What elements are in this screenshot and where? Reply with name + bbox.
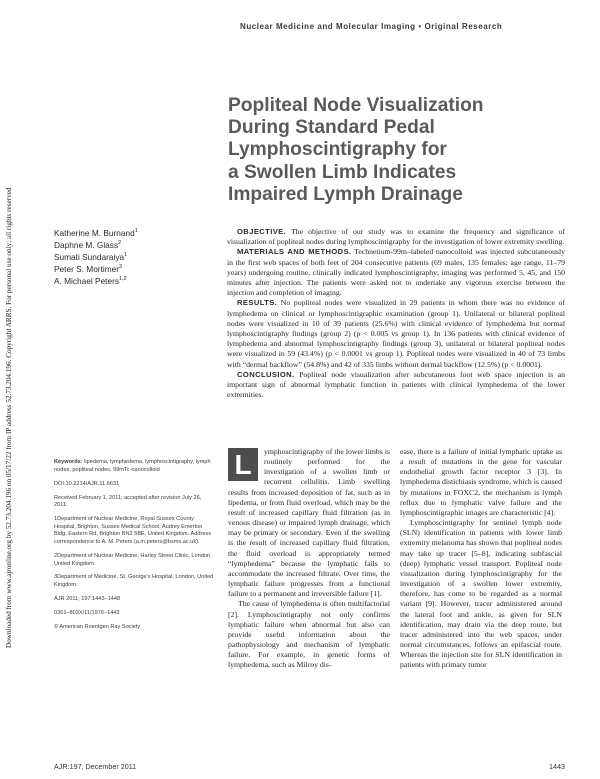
abstract-objective: OBJECTIVE. The objective of our study was to examine the frequency and significance of visualization of popliteal nodes during lymphoscintigraphy for the investigation of lower extremity swelling. (227, 227, 565, 247)
article-notes (54, 459, 216, 638)
title-line: Lymphoscintigraphy for (228, 139, 447, 161)
keywords: Keywords: lipedema, lymphedema, lymphoscintigraphy, lymph nodes, popliteal nodes, 99mTc-nanocolloid (54, 459, 211, 473)
title-line: Impaired Lymph Drainage (228, 183, 463, 205)
affiliation-2: 2Department of Nuclear Medicine, Harley Street Clinic, London, United Kingdom. (54, 552, 212, 567)
author: A. Michael Peters$^{1,2}$ (54, 276, 127, 286)
affiliation-1: 1Department of Nuclear Medicine, Royal Sussex County Hospital, Brighton, Sussex Medical School, Audrey Emerton Bldg, Eastern Rd, Brighton BN2 5BE, United Kingdom. Address correspondence to A. M. Peters (a.m.peters@bsms.ac.uk). (54, 516, 212, 545)
title-line: a Swollen Limb Indicates (228, 161, 457, 183)
affiliation-3: 3Department of Medicine, St. George's Hospital, London, United Kingdom. (54, 574, 214, 589)
drop-cap: L (228, 448, 258, 481)
article-title (228, 95, 528, 206)
body-column-left (228, 447, 390, 670)
abstract (227, 227, 565, 400)
body-column-right (400, 447, 562, 670)
title-line: Popliteal Node Visualization (228, 95, 484, 116)
doi: DOI:10.2214/AJR.11.6631 (54, 480, 120, 487)
page-number: 1443 (549, 762, 565, 771)
author: Sumati Sundaraiya$^1$ (54, 252, 128, 262)
download-notice: Downloaded from www.ajronline.org by 52.73.204.196 on 05/17/22 from IP address 52.73.204.196. Copyright ARRS. For personal use only; all rights reserved (5, 187, 13, 649)
body-paragraph: ease, there is a failure of initial lymphatic uptake as a result of mutations in the gene for vascular endothelial growth factor receptor 3 [3]. In lymphedema distichiasis syndrome, which is caused by mutations in FOXC2, the mechanism is lymph reflux due to lymphatic valve failure and the lymphoscintigraphic images are characteristic [4]. (400, 447, 562, 517)
body-paragraph: The cause of lymphedema is often multifactorial [2]. Lymphoscintigraphy not only confirms lymphatic failure when abnormal but also can provide useful information about the pathophysiology and mechanism of lymphatic failure. For example, in genetic forms of lymphedema, such as Milroy dis- (228, 599, 390, 670)
author: Daphne M. Glass$^2$ (54, 240, 122, 250)
author: Katherine M. Burnand$^1$ (54, 228, 138, 238)
abstract-results: RESULTS. No popliteal nodes were visualized in 29 patients in whom there was no evidence of lymphedema on clinical or lymphoscintigraphic examination (group 1). Unilateral or bilateral popliteal nodes were visualized in 10 of 39 patients (25.6%) with clinical evidence of lymphedema but normal lymphoscintigraphy findings (group 2) (p < 0.005 vs group 1). In 136 patients with clinical evidence of lymphedema and abnormal lymphoscintigraphy findings (group 3), unilateral or bilateral popliteal nodes were visualized in 59 (43.4%) (p < 0.0001 vs group 1). Popliteal nodes were visualized in 40 of 73 limbs with “dermal backflow” (54.8%) and 42 of 335 limbs without dermal backflow (12.5%) (p < 0.0001). (227, 298, 566, 369)
running-head: Nuclear Medicine and Molecular Imaging • Original Research (240, 22, 503, 31)
footer-journal: AJR:197, December 2011 (54, 762, 137, 771)
received-date: Received February 1, 2011; accepted after revision July 26, 2011. (54, 494, 202, 509)
author-list (54, 227, 194, 287)
abstract-conclusion: CONCLUSION. Popliteal node visualization after subcutaneous foot web space injection is an important sign of abnormal lymphatic function in patients with clinical lymphedema of the lower extremities. (227, 369, 565, 400)
author: Peter S. Mortimer$^3$ (54, 264, 123, 274)
abstract-methods: MATERIALS AND METHODS. Technetium-99m–labeled nanocolloid was injected subcutaneously in the first web spaces of both feet of 204 consecutive patients (69 males, 135 females; age range, 11–79 years) undergoing routine, clinically indicated lymphoscintigraphy; imaging was performed 5, 45, and 150 minutes after injection. The patients were asked not to undertake any vigorous exercise between the injection and completion of imaging. (227, 247, 565, 298)
copyright: © American Roentgen Ray Society (54, 624, 141, 631)
citation: AJR 2011; 197:1443–1448 (54, 596, 121, 603)
body-paragraph: Lymphoscintigraphy for sentinel lymph node (SLN) identification in patients with lower limb extremity melanoma has shown that popliteal nodes may take up tracer [5–8], indicating subfascial (deep) lymphatic vessel transport. Popliteal node visualization during lymphoscintigraphy for the investigation of a swollen lower extremity, therefore, has come to be regarded as a normal variant [9]. However, tracer administered around the lateral foot and ankle, as given for SLN identification, may drain via the deep route, but tracer administered into the web spaces, under normal circumstances, follows an epifascial route. Whereas the injection site for SLN identification in patients with primary tumor (400, 518, 562, 670)
title-line: During Standard Pedal (228, 117, 435, 139)
body-paragraph: ymphoscintigraphy of the lower limbs is routinely performed for the investigation of a swollen limb or recurrent cellulitis. Limb swelling results from increased deposition of fat, such as in lipedema, or from fluid overload, which may be the result of increased capillary fluid filtration (as in venous disease) or impaired lymph drainage, which may be primary or secondary. Even if the swelling is the result of increased capillary fluid filtration, the fluid overload is appropriately termed “lymphedema” because the lymphatic fails to accommodate the increased filtrate. Over time, the lymphatic failure progresses from a functional failure to a permanent and irreversible failure [1]. (228, 447, 390, 599)
issn: 0361–803X/11/1976–1443 (54, 610, 120, 617)
